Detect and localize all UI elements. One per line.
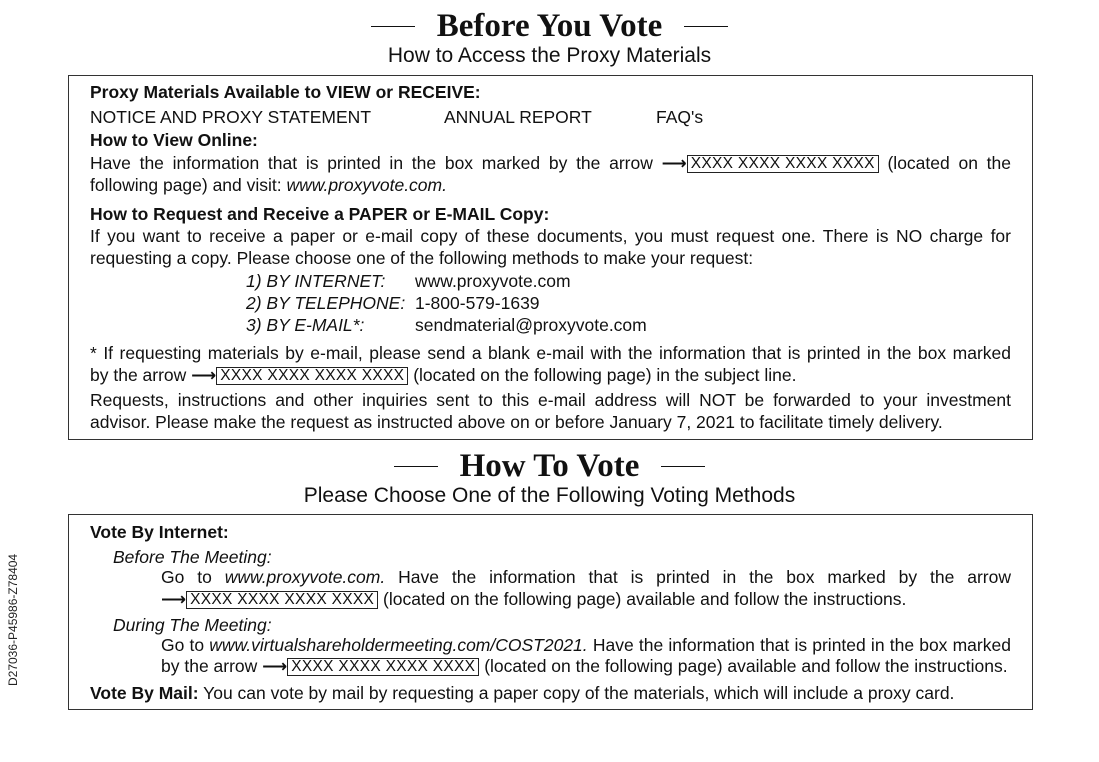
arrow-icon: ⟶ bbox=[262, 656, 288, 676]
arrow-icon: ⟶ bbox=[161, 589, 187, 609]
title-rule-right bbox=[661, 466, 705, 467]
view-line-1 bbox=[90, 152, 1011, 174]
control-number-box: XXXX XXXX XXXX XXXX bbox=[687, 155, 879, 173]
before-you-vote-subtitle: How to Access the Proxy Materials bbox=[387, 44, 712, 67]
how-to-vote-title: How To Vote bbox=[459, 448, 640, 484]
control-number-box: XXXX XXXX XXXX XXXX bbox=[287, 658, 479, 676]
control-number-box: XXXX XXXX XXXX XXXX bbox=[186, 591, 378, 609]
view-text-3: following page) and visit: bbox=[90, 175, 282, 195]
doc-notice: NOTICE AND PROXY STATEMENT bbox=[90, 107, 372, 127]
during-go-to: Go to bbox=[161, 635, 205, 655]
arrow-icon: ⟶ bbox=[191, 365, 217, 385]
view-heading: How to View Online: bbox=[90, 130, 258, 150]
during-text-2: (located on the following page) available and follow the instructions. bbox=[484, 656, 1008, 676]
request-text-1: If you want to receive a paper or e-mail copy of these documents, you must request one. There is NO charge for bbox=[90, 226, 1011, 246]
forward-note-1: Requests, instructions and other inquiries sent to this e-mail address will NOT be forwarded to your investment bbox=[90, 390, 1011, 410]
forward-note-2: advisor. Please make the request as instructed above on or before January 7, 2021 to facilitate timely delivery. bbox=[90, 412, 943, 432]
how-to-vote-subtitle: Please Choose One of the Following Voting Methods bbox=[303, 484, 796, 507]
before-text-2: (located on the following page) available and follow the instructions. bbox=[383, 589, 907, 609]
before-meeting-line-2 bbox=[161, 588, 906, 610]
document-code: D27036-P45986-Z78404 bbox=[6, 553, 20, 686]
request-heading: How to Request and Receive a PAPER or E-MAIL Copy: bbox=[90, 204, 550, 224]
before-you-vote-header bbox=[0, 8, 1099, 68]
method-telephone-label: 2) BY TELEPHONE: bbox=[246, 293, 406, 313]
view-text-1: Have the information that is printed in the box marked by the arrow bbox=[90, 153, 653, 173]
before-url: www.proxyvote.com. bbox=[224, 567, 386, 587]
before-you-vote-title: Before You Vote bbox=[436, 8, 663, 44]
during-url: www.virtualshareholdermeeting.com/COST2021. bbox=[209, 635, 588, 655]
title-rule-left bbox=[371, 26, 415, 27]
view-url: www.proxyvote.com. bbox=[286, 175, 447, 195]
during-meeting-line-2 bbox=[161, 655, 1008, 677]
available-heading: Proxy Materials Available to VIEW or RECEIVE: bbox=[90, 82, 481, 102]
control-number-box: XXXX XXXX XXXX XXXX bbox=[216, 367, 408, 385]
view-text-2: (located on the bbox=[887, 153, 1011, 173]
arrow-icon: ⟶ bbox=[661, 153, 687, 173]
before-text: Have the information that is printed in the box marked by the arrow bbox=[398, 567, 1012, 587]
doc-annual-report: ANNUAL REPORT bbox=[444, 107, 592, 127]
email-note-2 bbox=[90, 364, 797, 386]
email-note-1: * If requesting materials by e-mail, please send a blank e-mail with the information that is printed in the box marked bbox=[90, 343, 1011, 363]
how-to-vote-header bbox=[0, 448, 1099, 508]
method-internet-label: 1) BY INTERNET: bbox=[246, 271, 386, 291]
method-telephone-value: 1-800-579-1639 bbox=[415, 293, 540, 313]
method-internet-value: www.proxyvote.com bbox=[415, 271, 571, 291]
before-meeting-label: Before The Meeting: bbox=[113, 547, 272, 567]
method-email-label: 3) BY E-MAIL*: bbox=[246, 315, 365, 335]
before-go-to: Go to bbox=[161, 567, 212, 587]
method-email-value: sendmaterial@proxyvote.com bbox=[415, 315, 647, 335]
during-by-arrow: by the arrow bbox=[161, 656, 258, 676]
view-line-2 bbox=[90, 174, 447, 196]
during-text: Have the information that is printed in the box marked bbox=[592, 635, 1011, 655]
doc-faqs: FAQ's bbox=[656, 107, 704, 127]
voting-methods-box bbox=[68, 514, 1033, 710]
title-rule-right bbox=[684, 26, 728, 27]
email-note-2b: (located on the following page) in the subject line. bbox=[413, 365, 797, 385]
title-rule-left bbox=[394, 466, 438, 467]
vote-mail-line bbox=[90, 682, 954, 704]
during-meeting-label: During The Meeting: bbox=[113, 615, 272, 635]
email-note-2a: by the arrow bbox=[90, 365, 187, 385]
during-meeting-line-1 bbox=[161, 634, 1011, 656]
vote-mail-heading: Vote By Mail: bbox=[90, 683, 199, 703]
vote-mail-text: You can vote by mail by requesting a paper copy of the materials, which will include a proxy card. bbox=[203, 683, 955, 703]
before-meeting-line-1 bbox=[161, 566, 1011, 588]
vote-internet-heading: Vote By Internet: bbox=[90, 522, 229, 542]
request-text-2: requesting a copy. Please choose one of the following methods to make your request: bbox=[90, 248, 754, 268]
